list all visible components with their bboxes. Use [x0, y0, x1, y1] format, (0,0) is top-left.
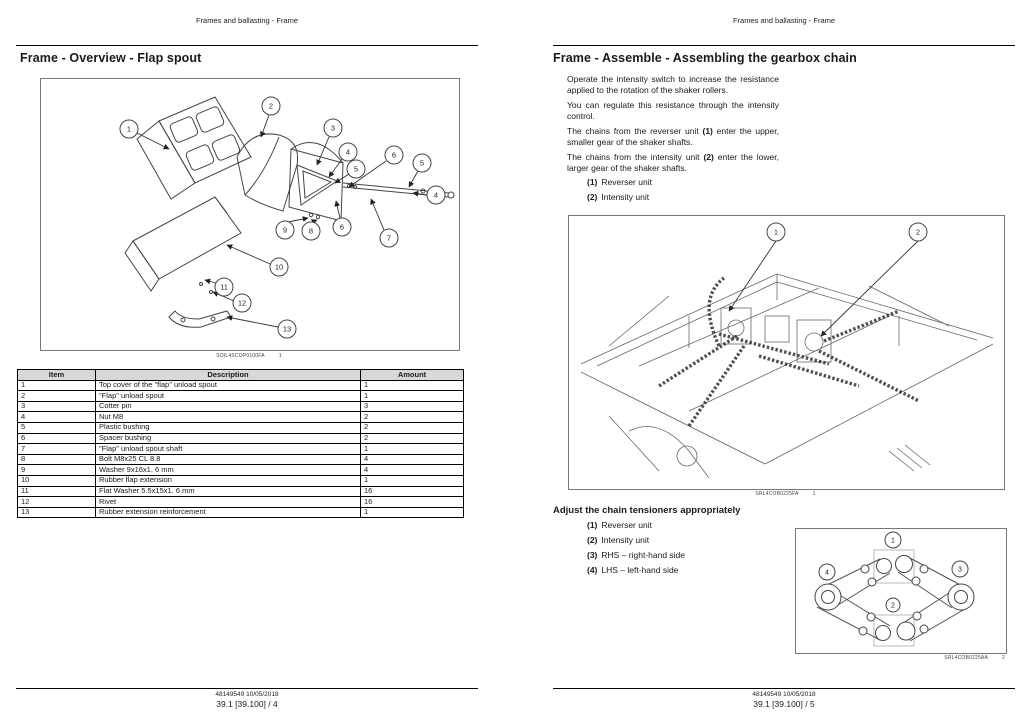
exploded-view-figure [40, 78, 460, 351]
gearbox-chain-figure [568, 215, 1005, 490]
exploded-view-drawing [41, 79, 459, 350]
paragraph-3: The chains from the reverser unit (1) enter the upper, smaller gear of the shaker shafts. [567, 126, 779, 147]
legend-item-reverser: (1) Reverser unit [587, 177, 652, 187]
table-row: 13 Rubber extension reinforcement 1 [18, 507, 464, 518]
callout-1: 1 [126, 124, 132, 134]
legend-tensioners [587, 520, 685, 580]
col-header-amount: Amount [361, 370, 464, 381]
paragraph-2: You can regulate this resistance through the intensity control. [567, 100, 779, 121]
footer-rule-right [553, 688, 1015, 689]
figure-number: 1 [812, 491, 816, 497]
callout-8: 8 [308, 226, 314, 236]
callout-7: 7 [386, 233, 392, 243]
subheading-adjust-tensioners: Adjust the chain tensioners appropriately [553, 505, 741, 516]
callout-11: 11 [220, 282, 228, 292]
footer-doc-number: 48149549 10/05/2018 [752, 691, 816, 698]
page-title-right: Frame - Assemble - Assembling the gearbox chain [553, 51, 857, 65]
footer-doc-number: 48149549 10/05/2018 [215, 691, 279, 698]
callout-2: 2 [891, 602, 895, 610]
parts-table [17, 369, 464, 518]
callout-9: 9 [282, 225, 288, 235]
legend-item-intensity: (2) Intensity unit [587, 535, 650, 545]
table-row: 10 Rubber flap extension 1 [18, 475, 464, 486]
callout-circles [120, 97, 445, 338]
callout-4: 4 [345, 147, 351, 157]
paragraph-1: Operate the intensity switch to increase the resistance applied to the rotation of the shaker rollers. [567, 74, 779, 95]
table-row: 8 Bolt M8x25 CL 8.8 4 [18, 454, 464, 465]
tensioner-schematic-drawing [796, 529, 1006, 653]
footer-right [553, 691, 1015, 709]
figure-code: SOIL4SCOP0100FA [216, 353, 265, 359]
callout-3: 3 [330, 123, 336, 133]
running-header-left: Frames and ballasting - Frame [195, 16, 299, 25]
callout-1: 1 [773, 227, 779, 237]
figure-number: 1 [278, 353, 282, 359]
callout-3: 3 [958, 566, 962, 574]
figure-caption-right-2 [795, 655, 1011, 661]
figure-number: 2 [1002, 655, 1005, 661]
callout-5: 5 [353, 164, 359, 174]
figure-caption-left [40, 353, 458, 359]
callout-13: 13 [282, 324, 292, 334]
table-header-row [18, 370, 464, 381]
footer-page-ref: 39.1 [39.100] / 5 [753, 699, 815, 709]
legend-item-lhs: (4) LHS – left-hand side [587, 565, 679, 575]
legend-item-intensity: (2) Intensity unit [587, 192, 650, 202]
callout-4b: 4 [433, 190, 439, 200]
callout-labels [774, 228, 920, 237]
legend-item-rhs: (3) RHS – right-hand side [587, 550, 686, 560]
table-row: 1 Top cover of the "flap" unload spout 1 [18, 380, 464, 391]
table-row: 11 Flat Washer 5.5x15x1. 6 mm 16 [18, 486, 464, 497]
callout-10: 10 [274, 262, 284, 272]
page-title-left: Frame - Overview - Flap spout [20, 51, 202, 65]
callout-circles [767, 223, 927, 241]
table-row: 4 Nut M8 2 [18, 412, 464, 423]
body-paragraphs [567, 74, 779, 178]
footer-rule-left [16, 688, 478, 689]
part-bracket [169, 311, 231, 327]
table-row: 3 Cotter pin 3 [18, 401, 464, 412]
leader-lines [729, 241, 918, 336]
callout-12: 12 [237, 298, 247, 308]
machine-frame-lines [581, 274, 993, 478]
legend-item-reverser: (1) Reverser unit [587, 520, 652, 530]
header-rule-left [16, 45, 478, 46]
part-flap-spout [237, 134, 298, 211]
table-row: 2 "Flap" unload spout 1 [18, 391, 464, 402]
gearbox-chain-drawing [569, 216, 1004, 489]
table-row: 6 Spacer bushing 2 [18, 433, 464, 444]
footer-page-ref: 39.1 [39.100] / 4 [216, 699, 278, 709]
running-header-right: Frames and ballasting - Frame [732, 16, 836, 25]
tensioner-schematic-figure [795, 528, 1007, 654]
table-row: 7 "Flap" unload spout shaft 1 [18, 444, 464, 455]
figure-code: SRL4COB0225AA [944, 655, 989, 661]
header-rule-right [553, 45, 1015, 46]
col-header-item: Item [18, 370, 96, 381]
callout-5b: 5 [419, 158, 425, 168]
paragraph-4: The chains from the intensity unit (2) enter the lower, larger gear of the shaker shafts. [567, 152, 780, 173]
callout-6: 6 [391, 150, 397, 160]
part-top-cover [137, 97, 251, 199]
legend-units [587, 177, 652, 207]
table-row: 9 Washer 9x16x1. 6 mm 4 [18, 465, 464, 476]
callout-6b: 6 [339, 222, 345, 232]
table-row: 5 Plastic bushing 2 [18, 422, 464, 433]
callout-1: 1 [891, 537, 895, 545]
table-row: 12 Rivet 16 [18, 497, 464, 508]
col-header-description: Description [96, 370, 361, 381]
footer-left [16, 691, 478, 709]
callout-2: 2 [268, 101, 274, 111]
figure-code: SRL4COB0225FA [755, 491, 799, 497]
figure-caption-right-1 [568, 491, 1003, 497]
callout-2: 2 [915, 227, 921, 237]
callout-4: 4 [825, 569, 829, 577]
